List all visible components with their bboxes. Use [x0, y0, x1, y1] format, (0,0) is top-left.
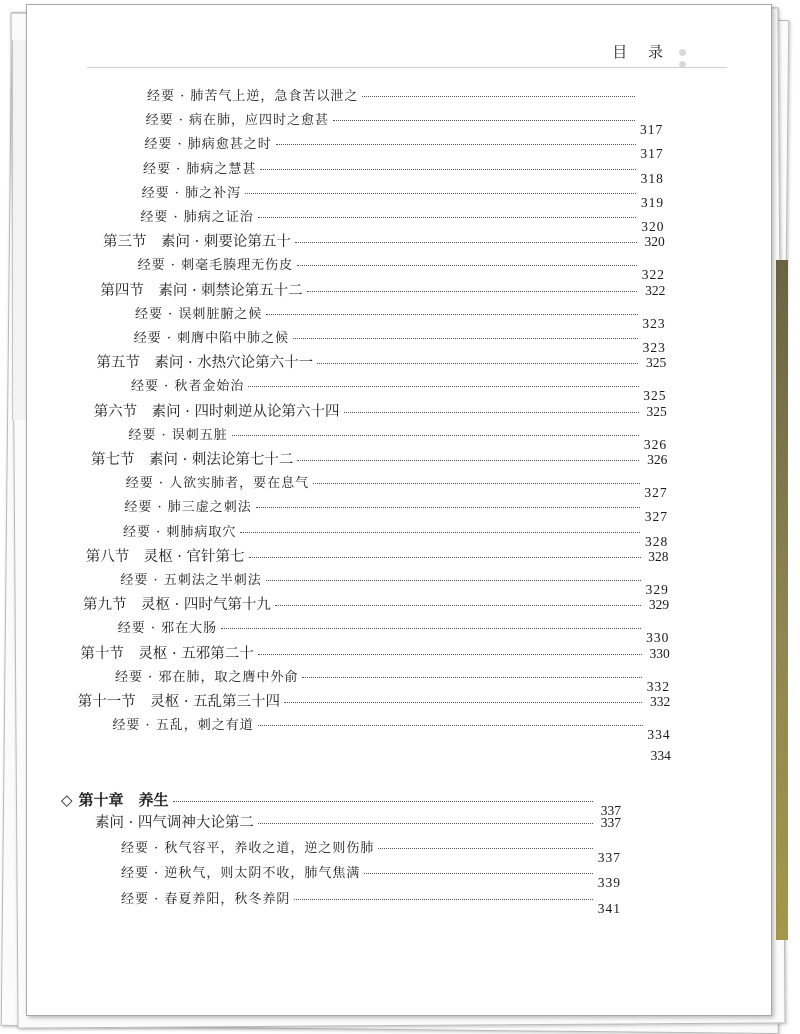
dot-leader — [295, 242, 637, 243]
toc-page-number: 332 — [650, 694, 671, 709]
toc-entry[interactable] — [137, 254, 666, 283]
dot-leader — [258, 654, 642, 655]
toc-page-number: 317 — [640, 122, 664, 138]
toc-page-number: 326 — [643, 436, 668, 452]
toc-section-entry[interactable] — [83, 593, 669, 615]
toc-entry[interactable] — [121, 888, 621, 916]
diamond-icon: ◇ — [61, 791, 73, 809]
book-cover-edge — [776, 260, 788, 940]
toc-entry-title: 经要 · 肺病之证治 — [140, 210, 254, 225]
toc-entry-title: 第十章 养生 — [78, 791, 169, 809]
dot-leader — [317, 363, 638, 364]
toc-page-number: 323 — [642, 340, 666, 355]
toc-entry[interactable] — [128, 424, 668, 452]
toc-page-number: 328 — [648, 548, 669, 564]
book-spine-edge — [12, 40, 27, 420]
dot-leader — [258, 823, 593, 824]
dot-leader — [313, 483, 640, 484]
toc-page-number: 337 — [600, 815, 621, 830]
toc-page-number: 322 — [645, 282, 666, 298]
dot-leader — [362, 96, 635, 97]
dot-leader — [266, 314, 637, 315]
toc-entry[interactable] — [121, 837, 621, 865]
toc-entry[interactable] — [123, 521, 669, 549]
toc-entry-title: 素问 · 四气调神大论第二 — [95, 815, 254, 831]
toc-page-number: 334 — [650, 748, 671, 764]
toc-page-number: 327 — [644, 485, 668, 501]
dot-leader — [378, 848, 593, 849]
toc-page-number: 332 — [646, 678, 670, 694]
toc-chapter-entry[interactable] — [61, 789, 621, 818]
toc-entry-title: 经要 · 肺病之慧甚 — [143, 161, 257, 177]
toc-entry-title: 第七节 素问 · 刺法论第七十二 — [91, 452, 294, 468]
toc-entry[interactable] — [133, 327, 666, 355]
toc-page-number: 329 — [648, 597, 670, 613]
toc-entry-title: 经要 · 病在肺，应四时之愈甚 — [145, 113, 330, 129]
toc-entry[interactable] — [143, 158, 664, 186]
dot-leader — [245, 193, 636, 194]
dot-leader — [297, 265, 637, 266]
toc-entry-title: 经要 · 肺病愈甚之时 — [144, 137, 272, 153]
dot-leader — [293, 338, 638, 339]
dot-leader — [333, 120, 635, 121]
toc-page-number: 337 — [597, 849, 621, 865]
toc-entry-title: 经要 · 逆秋气，则太阴不收，肺气焦满 — [121, 866, 361, 881]
toc-page-number: 325 — [645, 355, 667, 371]
toc-entry-title: 经要 · 刺毫毛腠理无伤皮 — [137, 258, 294, 274]
dot-leader — [297, 460, 639, 461]
toc-section-entry[interactable] — [95, 811, 621, 833]
toc-entry[interactable] — [121, 862, 621, 890]
toc-entry-title: 经要 · 五乱，刺之有道 — [112, 718, 254, 734]
toc-entry[interactable] — [117, 617, 670, 646]
dot-leader — [258, 217, 637, 218]
toc-entry-title: 第十节 灵枢 · 五邪第二十 — [80, 645, 254, 662]
toc-entry[interactable] — [141, 182, 665, 210]
binding-holes — [675, 49, 689, 69]
toc-entry-title: 经要 · 秋者金始治 — [131, 379, 245, 395]
toc-entry-title: 第四节 素问 · 刺禁论第五十二 — [100, 282, 303, 299]
toc-page-number: 326 — [647, 452, 668, 467]
dot-leader — [266, 580, 641, 581]
toc-entry-title: 经要 · 秋气容平，养收之道，逆之则伤肺 — [121, 840, 375, 856]
toc-entry[interactable] — [112, 714, 671, 743]
toc-entry-title: 经要 · 五刺法之半刺法 — [120, 573, 262, 588]
toc-page-number: 325 — [643, 388, 667, 404]
running-header: 目 录 — [612, 43, 671, 61]
header-rule — [87, 67, 727, 68]
toc-entry-title: 经要 · 刺肺病取穴 — [123, 524, 237, 540]
toc-entry-title: 经要 · 肺苦气上逆，急食苦以泄之 — [147, 89, 359, 104]
toc-page-number: 339 — [597, 875, 621, 890]
toc-entry-title: 第五节 素问 · 水热穴论第六十一 — [96, 355, 314, 372]
toc-entry-title: 第九节 灵枢 · 四时气第十九 — [83, 597, 271, 614]
toc-page-number: 325 — [646, 403, 667, 419]
toc-entry[interactable] — [144, 133, 664, 162]
toc-entry[interactable] — [124, 496, 668, 525]
toc-entry[interactable] — [135, 303, 666, 331]
toc-entry-title: 经要 · 误刺脏腑之候 — [135, 306, 263, 322]
toc-page-number: 318 — [640, 170, 664, 186]
toc-section-entry[interactable] — [86, 545, 669, 567]
toc-section-entry[interactable] — [80, 642, 669, 664]
dot-leader — [260, 169, 635, 170]
toc-entry[interactable] — [140, 206, 665, 234]
toc-section-entry[interactable] — [94, 400, 667, 422]
toc-entry[interactable] — [147, 85, 663, 107]
dot-leader — [344, 412, 639, 413]
dot-leader — [221, 628, 641, 629]
toc-section-entry[interactable] — [103, 230, 665, 252]
toc-entry-title: 经要 · 春夏养阳，秋冬养阴 — [121, 891, 291, 907]
toc-entry[interactable] — [111, 738, 671, 764]
toc-entry-title: 第十一节 灵枢 · 五乱第三十四 — [77, 694, 281, 710]
dot-leader — [256, 507, 640, 508]
dot-leader — [284, 702, 642, 703]
toc-page-number: 329 — [645, 582, 669, 597]
dot-leader — [294, 899, 593, 900]
toc-entry-title: 经要 · 人欲实肺者，要在息气 — [125, 476, 310, 492]
toc-section-entry[interactable] — [78, 690, 671, 712]
toc-page — [26, 4, 772, 1016]
toc-entry-title: 第六节 素问 · 四时刺逆从论第六十四 — [93, 403, 340, 420]
toc-entry-title: 经要 · 误刺五脏 — [128, 427, 228, 443]
toc-page-number: 337 — [600, 803, 621, 818]
dot-leader — [307, 291, 638, 292]
toc-page-number: 323 — [642, 315, 666, 331]
toc-page-number: 330 — [649, 645, 670, 661]
dot-leader — [240, 532, 640, 533]
toc-entry-title: 第三节 素问 · 刺要论第五十 — [103, 234, 291, 251]
toc-page-number: 319 — [640, 194, 665, 210]
toc-page-number: 330 — [646, 630, 670, 646]
dot-leader — [364, 873, 593, 874]
dot-leader — [258, 725, 643, 726]
dot-leader — [232, 435, 639, 436]
toc-entry[interactable] — [115, 666, 670, 694]
toc-page-number: 328 — [644, 533, 669, 549]
dot-leader — [275, 605, 641, 606]
toc-page-number: 320 — [644, 234, 665, 250]
toc-entry-title: 经要 · 邪在肺，取之膺中外俞 — [115, 669, 299, 685]
dot-leader — [173, 801, 593, 802]
toc-entry-title: 经要 · 肺之补泻 — [141, 185, 242, 201]
toc-entry-title: 经要 · 邪在大肠 — [117, 621, 218, 637]
toc-page-number: 320 — [641, 219, 665, 234]
toc-page-number: 317 — [640, 146, 664, 162]
dot-leader — [249, 557, 641, 558]
toc-entry-title: 经要 · 肺三虚之刺法 — [124, 500, 252, 516]
toc-entry[interactable] — [145, 109, 664, 138]
toc-page-number: 341 — [597, 900, 621, 916]
dot-leader — [276, 144, 636, 145]
toc-page-number: 334 — [647, 727, 671, 743]
toc-entry-title: 第八节 灵枢 · 官针第七 — [85, 548, 245, 565]
toc-entry-title: 经要 · 刺膺中陷中肺之候 — [133, 331, 290, 346]
toc-entry[interactable] — [125, 472, 668, 501]
toc-page-number: 322 — [641, 267, 666, 283]
dot-leader — [248, 386, 638, 387]
toc-section-entry[interactable] — [91, 448, 667, 470]
binding-hole — [679, 49, 686, 56]
toc-entry[interactable] — [131, 375, 667, 404]
dot-leader — [302, 677, 642, 678]
toc-entry[interactable] — [120, 569, 669, 597]
toc-page-number: 327 — [644, 509, 668, 525]
toc-section-entry[interactable] — [100, 279, 665, 301]
toc-section-entry[interactable] — [96, 351, 666, 373]
